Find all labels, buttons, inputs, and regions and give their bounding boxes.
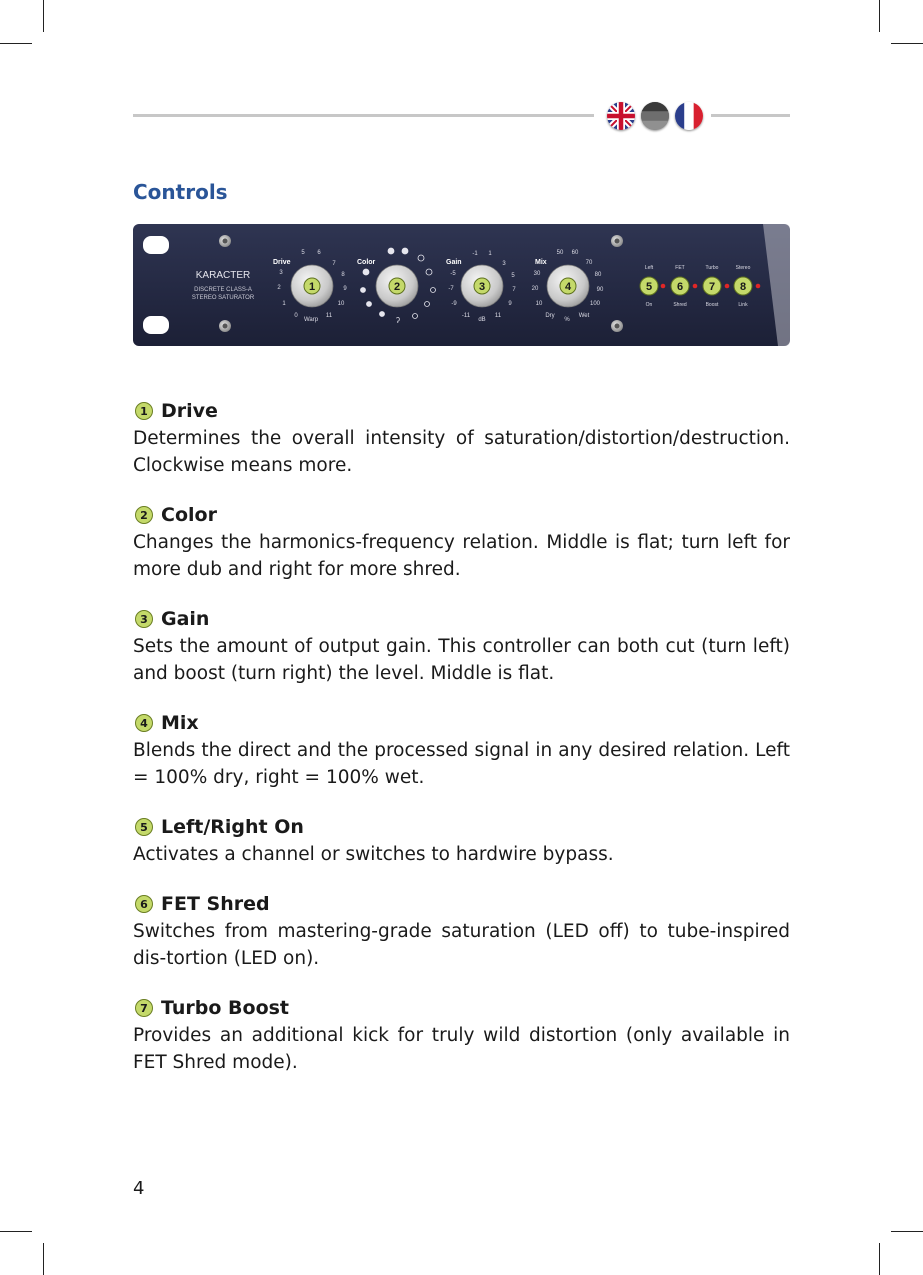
section-body: Activates a channel or switches to hardwire bypass. [133, 844, 614, 865]
number-badge: 2 [135, 506, 153, 524]
mix-knob[interactable] [547, 265, 589, 307]
section-body: Determines the overall intensity of saturation/distortion/destruction. Clockwise means more. [133, 428, 790, 476]
drive-tick: 3 [279, 270, 283, 276]
section-mix [133, 709, 790, 791]
mix-tick: 80 [594, 272, 602, 278]
color-knob[interactable] [376, 265, 418, 307]
germany-flag-icon[interactable] [641, 102, 669, 130]
gain-tick: 3 [502, 261, 506, 267]
header-rule [711, 114, 790, 117]
control-descriptions [133, 397, 790, 1098]
svg-text:ʔ: ʔ [396, 316, 400, 325]
led-icon [693, 284, 698, 289]
mix-tick: 90 [596, 287, 604, 293]
crop-mark [879, 1243, 880, 1275]
switch-bottom-label: Shred [673, 302, 687, 308]
switch-left-on[interactable] [640, 277, 658, 295]
drive-tick: 5 [301, 250, 305, 256]
drive-tick: 9 [343, 286, 347, 292]
gain-tick: -9 [451, 301, 457, 307]
section-gain [133, 605, 790, 687]
switch-number: 6 [676, 281, 684, 293]
drive-tick: 7 [332, 261, 336, 267]
number-badge: 4 [135, 714, 153, 732]
drive-tick: 8 [341, 272, 345, 278]
gain-tick: -1 [472, 251, 478, 257]
switch-top-label: Left [644, 265, 654, 271]
mix-tick: 20 [531, 286, 539, 292]
switch-number: 5 [645, 281, 653, 293]
number-badge: 7 [135, 999, 153, 1017]
crop-mark [43, 0, 44, 32]
drive-tick: 6 [317, 250, 321, 256]
brand-subtitle-1: DISCRETE CLASS-A [194, 287, 252, 293]
gain-tick: 7 [512, 287, 516, 293]
color-label: Color [357, 259, 376, 266]
warp-label: Warp [303, 317, 319, 323]
section-title: Mix [161, 712, 199, 734]
drive-label: Drive [273, 259, 291, 266]
section-title: FET Shred [161, 893, 270, 915]
led-icon [725, 284, 730, 289]
switch-top-label: FET [675, 265, 685, 271]
drive-tick: 10 [337, 301, 345, 307]
switch-number: 7 [708, 281, 716, 293]
section-body: Provides an additional kick for truly wild distortion (only available in FET Shred mode). [133, 1025, 790, 1073]
number-badge: 6 [135, 895, 153, 913]
gain-tick: 11 [494, 313, 502, 319]
section-body: Blends the direct and the processed signal in any desired relation. Left = 100% dry, right = 100% wet. [133, 740, 790, 788]
knob-number: 4 [564, 281, 572, 293]
switch-bottom-label: Link [738, 302, 748, 308]
device-panel [133, 224, 790, 346]
crop-mark [891, 43, 923, 44]
number-badge: 5 [135, 818, 153, 836]
section-body: Changes the harmonics-frequency relation. Middle is flat; turn left for more dub and right for more shred. [133, 532, 790, 580]
mix-dry-label: Dry [545, 313, 555, 319]
drive-knob[interactable] [291, 265, 333, 307]
section-title: Color [161, 504, 217, 526]
switch-bottom-label: Boost [705, 302, 719, 308]
brand-subtitle-2: STEREO SATURATOR [191, 295, 255, 301]
section-turbo-boost [133, 994, 790, 1076]
led-icon [661, 284, 666, 289]
led-icon [756, 284, 761, 289]
drive-tick: 11 [325, 313, 333, 319]
section-drive [133, 397, 790, 479]
switch-stereo-link[interactable] [734, 277, 752, 295]
crop-mark [891, 1231, 923, 1232]
drive-tick: 1 [282, 301, 286, 307]
gain-unit: dB [478, 317, 486, 323]
crop-mark [43, 1243, 44, 1275]
drive-tick: 0 [294, 313, 298, 319]
crop-mark [0, 1231, 32, 1232]
drive-tick: 2 [277, 285, 281, 291]
page-number: 4 [133, 1178, 145, 1199]
mix-label: Mix [535, 259, 547, 266]
france-flag-icon[interactable] [675, 102, 703, 130]
switch-number: 8 [739, 281, 747, 293]
knob-number: 3 [478, 281, 486, 293]
switch-top-label: Turbo [705, 265, 719, 271]
gain-tick: 1 [488, 251, 492, 257]
knob-number: 1 [308, 281, 316, 293]
knob-number: 2 [393, 281, 401, 293]
gain-tick: 9 [508, 301, 512, 307]
section-body: Switches from mastering-grade saturation (LED off) to tube-inspired dis-tortion (LED on). [133, 921, 790, 969]
number-badge: 1 [135, 402, 153, 420]
header-rule [133, 114, 594, 117]
mix-tick: 100 [589, 301, 601, 307]
mix-tick: 70 [585, 260, 593, 266]
section-fet-shred [133, 890, 790, 972]
uk-flag-icon[interactable] [607, 102, 635, 130]
mix-tick: 10 [535, 301, 543, 307]
gain-label: Gain [446, 259, 462, 266]
number-badge: 3 [135, 610, 153, 628]
crop-mark [0, 43, 32, 44]
switch-turbo-boost[interactable] [703, 277, 721, 295]
section-left-right-on [133, 813, 790, 868]
page-title: Controls [133, 180, 228, 204]
mix-tick: 50 [556, 250, 564, 256]
crop-mark [879, 0, 880, 32]
section-title: Drive [161, 400, 218, 422]
switch-bottom-label: On [645, 302, 653, 308]
mix-percent-label: % [564, 317, 570, 323]
brand-label: KARACTER [195, 270, 251, 281]
gain-tick: -11 [461, 313, 471, 319]
gain-tick: -7 [448, 286, 454, 292]
gain-tick: -5 [450, 271, 456, 277]
section-title: Gain [161, 608, 210, 630]
mix-tick: 30 [533, 271, 541, 277]
mix-wet-label: Wet [578, 313, 590, 319]
section-body: Sets the amount of output gain. This controller can both cut (turn left) and boost (turn right) the level. Middle is flat. [133, 636, 790, 684]
gain-tick: 5 [511, 273, 515, 279]
switch-top-label: Stereo [735, 265, 751, 271]
mix-tick: 60 [571, 250, 579, 256]
section-title: Turbo Boost [161, 997, 290, 1019]
section-title: Left/Right On [161, 816, 304, 838]
gain-knob[interactable] [461, 265, 503, 307]
switch-fet-shred[interactable] [671, 277, 689, 295]
section-color [133, 501, 790, 583]
